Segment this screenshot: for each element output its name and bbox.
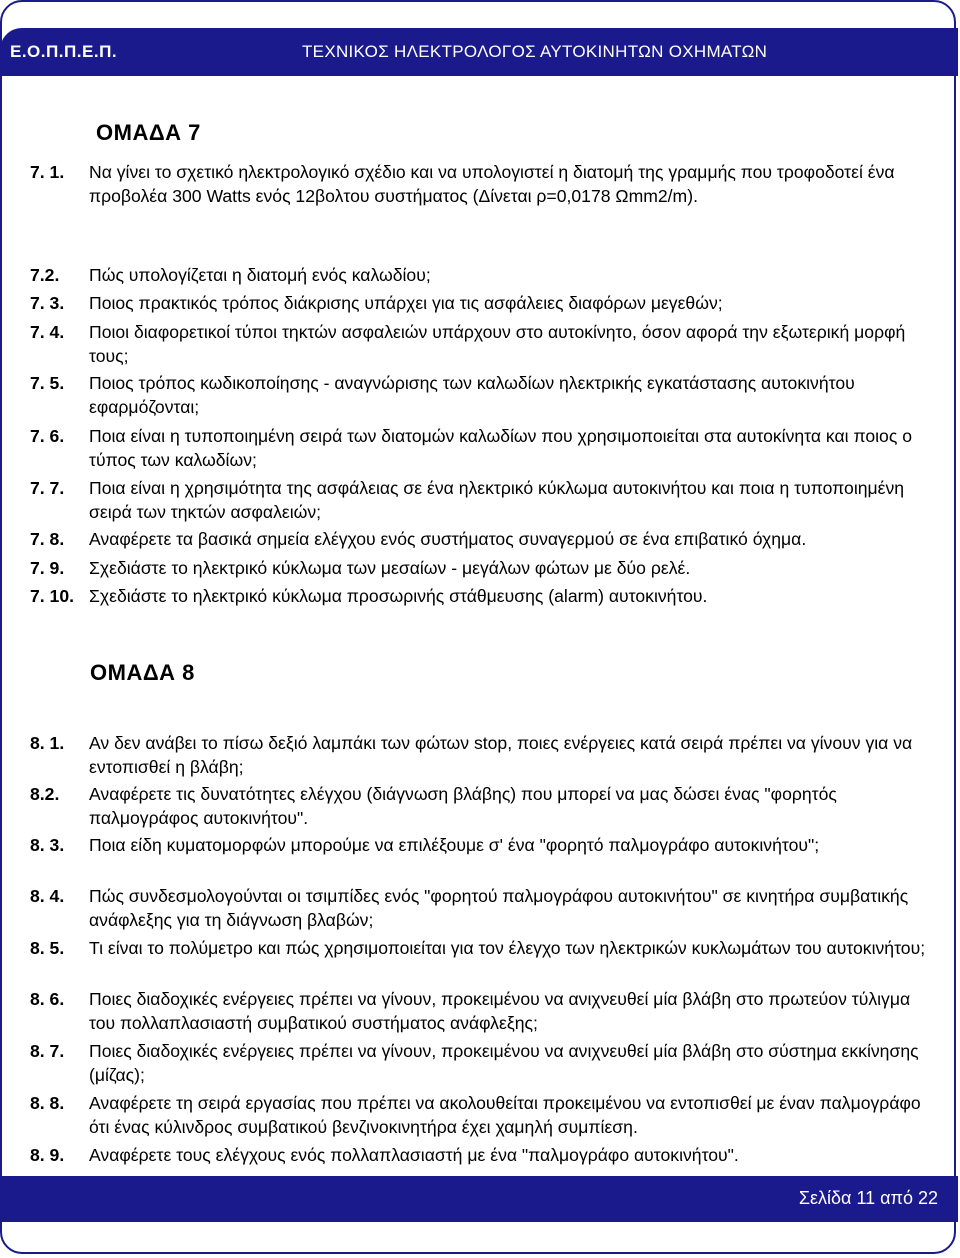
question-number: 8. 3. [30, 835, 65, 855]
question-text: Αναφέρετε τις δυνατότητες ελέγχου (διάγνωση βλάβης) που μπορεί να μας δώσει ένας "φορητός παλμογράφος αυτοκινήτου". [89, 784, 837, 828]
group-8-title: ΟΜΑΔΑ 8 [90, 660, 195, 685]
question-text: Ποια είναι η χρησιμότητα της ασφάλειας σε ένα ηλεκτρικό κύκλωμα αυτοκινήτου και ποια η τυποποιημένη σειρά των τηκτών ασφαλειών; [89, 478, 905, 522]
question-text: Ποιος πρακτικός τρόπος διάκρισης υπάρχει για τις ασφάλειες διαφόρων μεγεθών; [89, 293, 723, 313]
organization-label: Ε.Ο.Π.Π.Ε.Π. [10, 42, 118, 61]
question-text: Αν δεν ανάβει το πίσω δεξιό λαμπάκι των φώτων stop, ποιες ενέργειες κατά σειρά πρέπει να γίνουν για να εντοπισθεί η βλάβη; [89, 733, 913, 777]
question-text: Ποια είναι η τυποποιημένη σειρά των διατομών καλωδίων που χρησιμοποιείται στα αυτοκίνητα και ποιος ο τύπος των καλωδίων; [89, 426, 912, 470]
question-text: Να γίνει το σχετικό ηλεκτρολογικό σχέδιο και να υπολογιστεί η διατομή της γραμμής που τροφοδοτεί ένα προβολέα 300 Watts ενός 12βολτου συστήματος (Δίνεται ρ=0,0178 Ωmm2/m). [89, 162, 895, 206]
question-text: Ποιοι διαφορετικοί τύποι τηκτών ασφαλειών υπάρχουν στο αυτοκίνητο, όσον αφορά την εξωτερική μορφή τους; [89, 322, 906, 366]
question-text: Αναφέρετε τη σειρά εργασίας που πρέπει να ακολουθείται προκειμένου να εντοπισθεί με έναν παλμογράφο ότι ένας κύλινδρος συμβατικού βενζινοκινητήρα έχει χαμηλή συμπίεση. [89, 1093, 921, 1137]
question-number: 8.2. [30, 784, 60, 804]
question-number: 7. 4. [30, 322, 65, 342]
question-number: 7. 9. [30, 558, 65, 578]
question-text: Αναφέρετε τα βασικά σημεία ελέγχου ενός συστήματος συναγερμού σε ένα επιβατικό όχημα. [89, 529, 807, 549]
question-number: 7. 8. [30, 529, 65, 549]
question-text: Αναφέρετε τους ελέγχους ενός πολλαπλασιαστή με ένα "παλμογράφο αυτοκινήτου". [89, 1145, 739, 1165]
question-text: Τι είναι το πολύμετρο και πώς χρησιμοποιείται για τον έλεγχο των ηλεκτρικών κυκλωμάτων του αυτοκινήτου; [89, 938, 926, 958]
question-text: Ποιες διαδοχικές ενέργειες πρέπει να γίνουν, προκειμένου να ανιχνευθεί μία βλάβη στο σύστημα εκκίνησης (μίζας); [89, 1041, 919, 1085]
question-number: 7. 7. [30, 478, 65, 498]
question-number: 8. 6. [30, 989, 65, 1009]
question-number: 8. 9. [30, 1145, 65, 1165]
question-number: 7. 10. [30, 586, 75, 606]
question-text: Σχεδιάστε το ηλεκτρικό κύκλωμα των μεσαίων - μεγάλων φώτων με δύο ρελέ. [89, 558, 691, 578]
question-number: 8. 8. [30, 1093, 65, 1113]
question-number: 8. 1. [30, 733, 65, 753]
question-text: Ποιος τρόπος κωδικοποίησης - αναγνώρισης των καλωδίων ηλεκτρικής εγκατάστασης αυτοκινήτου εφαρμόζονται; [89, 373, 855, 417]
footer-bar [0, 1176, 958, 1220]
question-number: 7. 3. [30, 293, 65, 313]
question-text: Ποιες διαδοχικές ενέργειες πρέπει να γίνουν, προκειμένου να ανιχνευθεί μία βλάβη στο πρωτεύον τύλιγμα του πολλαπλασιαστή συμβατικού συστήματος ανάφλεξης; [89, 989, 911, 1033]
question-text: Πώς συνδεσμολογούνται οι τσιμπίδες ενός "φορητού παλμογράφου αυτοκινήτου" σε κινητήρα συμβατικής ανάφλεξης για τη διάγνωση βλαβών; [89, 886, 909, 930]
question-number: 7.2. [30, 265, 60, 285]
question-text: Ποια είδη κυματομορφών μπορούμε να επιλέξουμε σ' ένα "φορητό παλμογράφο αυτοκινήτου"; [89, 835, 820, 855]
header-bar [0, 28, 958, 76]
question-text: Σχεδιάστε το ηλεκτρικό κύκλωμα προσωρινής στάθμευσης (alarm) αυτοκινήτου. [89, 586, 708, 606]
page-number: Σελίδα 11 από 22 [798, 1188, 938, 1208]
question-number: 7. 1. [30, 162, 65, 182]
question-text: Πώς υπολογίζεται η διατομή ενός καλωδίου; [89, 265, 431, 285]
question-number: 8. 5. [30, 938, 65, 958]
question-number: 7. 5. [30, 373, 65, 393]
question-number: 7. 6. [30, 426, 65, 446]
group-7-title: ΟΜΑΔΑ 7 [96, 120, 201, 145]
question-number: 8. 7. [30, 1041, 65, 1061]
bottom-rule [0, 1220, 958, 1222]
document-title: ΤΕΧΝΙΚΟΣ ΗΛΕΚΤΡΟΛΟΓΟΣ ΑΥΤΟΚΙΝΗΤΩΝ ΟΧΗΜΑΤΩΝ [302, 42, 768, 61]
question-number: 8. 4. [30, 886, 65, 906]
